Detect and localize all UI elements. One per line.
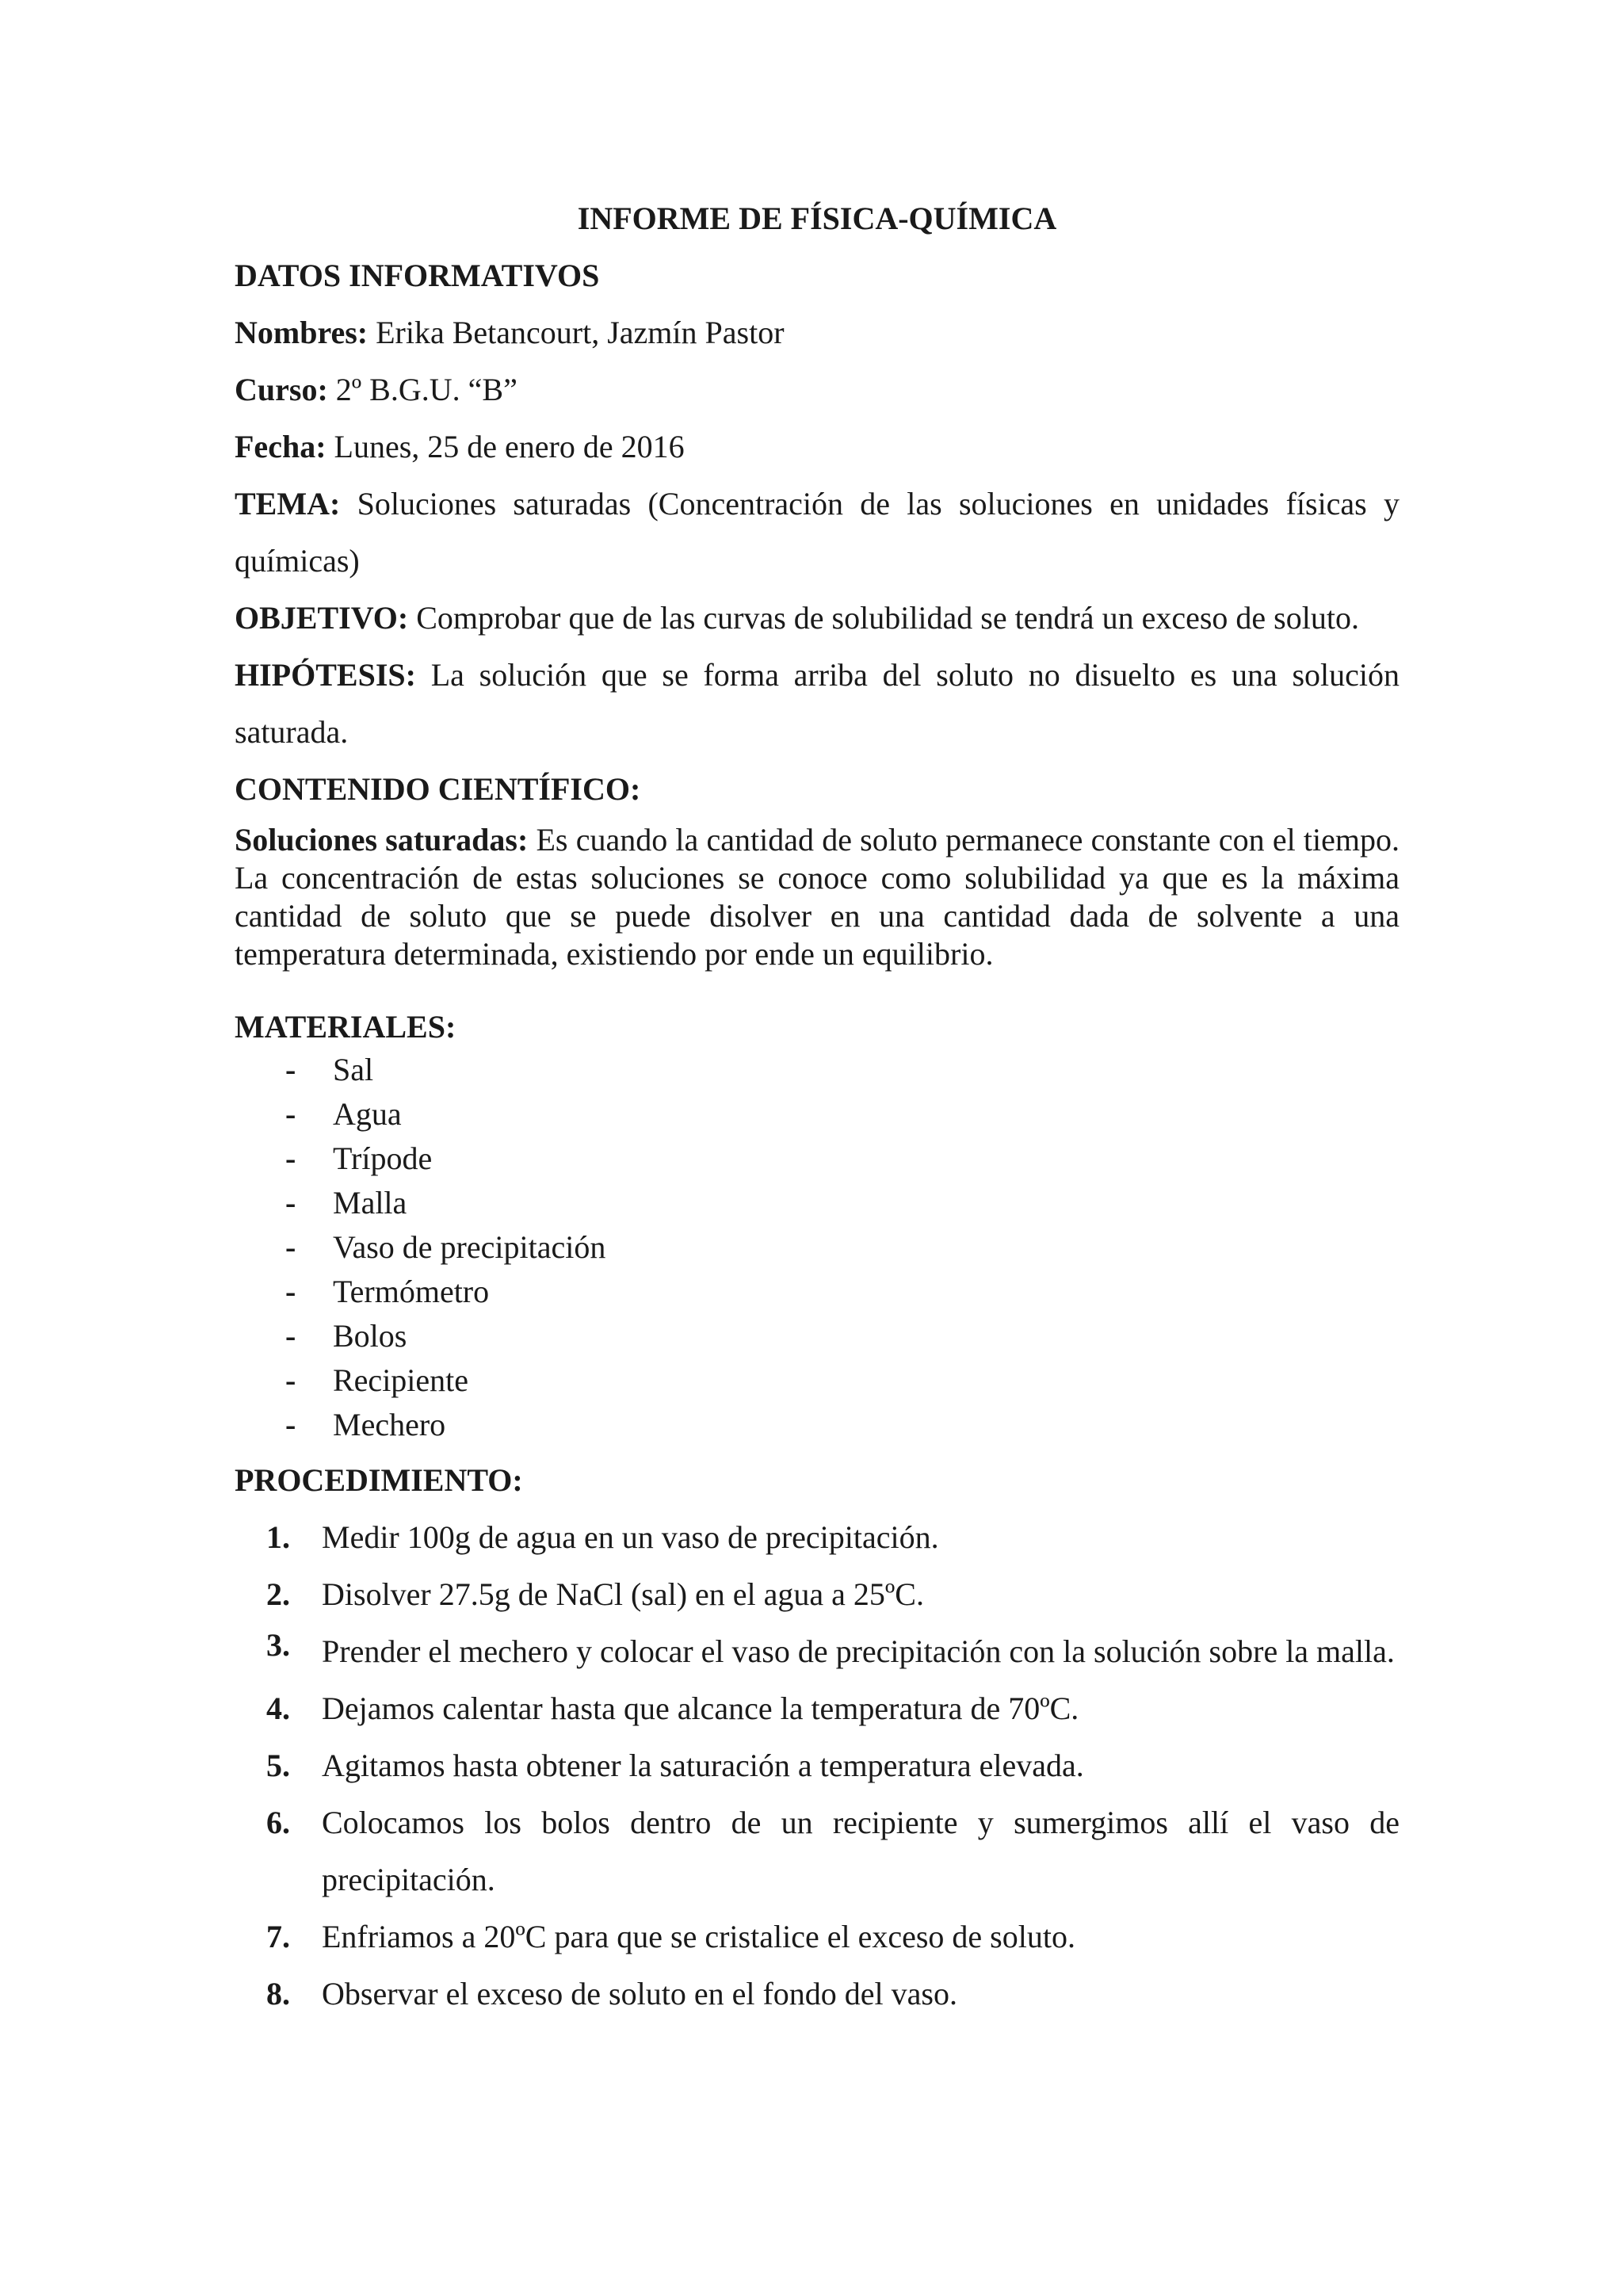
procedure-step — [235, 1966, 1400, 2023]
step-text: Dejamos calentar hasta que alcance la temperatura de 70ºC. — [322, 1690, 1079, 1726]
bullet-dash: - — [285, 1052, 296, 1087]
section-spacer — [235, 973, 1400, 1007]
material-label: Bolos — [333, 1318, 407, 1354]
fecha-label: Fecha: — [235, 429, 327, 464]
list-item — [235, 1225, 1400, 1270]
objetivo-value: Comprobar que de las curvas de solubilidad se tendrá un exceso de soluto. — [416, 600, 1359, 636]
fecha-field — [235, 418, 1400, 476]
bullet-dash: - — [285, 1229, 296, 1265]
step-number: 5. — [266, 1748, 290, 1783]
procedure-step — [235, 1908, 1400, 1966]
bullet-dash: - — [285, 1185, 296, 1221]
list-item — [235, 1181, 1400, 1225]
step-number: 6. — [266, 1805, 290, 1840]
step-number: 2. — [266, 1576, 290, 1612]
bullet-dash: - — [285, 1140, 296, 1176]
bullet-dash: - — [285, 1274, 296, 1309]
contenido-cientifico-paragraph — [235, 818, 1400, 973]
document-page — [235, 190, 1400, 2023]
step-number: 1. — [266, 1519, 290, 1555]
curso-field — [235, 361, 1400, 418]
curso-label: Curso: — [235, 372, 328, 407]
list-item — [235, 1048, 1400, 1092]
materiales-list — [235, 1048, 1400, 1447]
list-item — [235, 1358, 1400, 1403]
step-text: Medir 100g de agua en un vaso de precipitación. — [322, 1519, 939, 1555]
list-item — [235, 1092, 1400, 1137]
datos-informativos-heading: DATOS INFORMATIVOS — [235, 258, 600, 293]
contenido-cientifico-heading: CONTENIDO CIENTÍFICO: — [235, 771, 641, 807]
soluciones-saturadas-label: Soluciones saturadas: — [235, 822, 529, 858]
procedure-step — [235, 1794, 1400, 1908]
material-label: Trípode — [333, 1140, 433, 1176]
list-item — [235, 1137, 1400, 1181]
curso-value: 2º B.G.U. “B” — [335, 372, 517, 407]
tema-label: TEMA: — [235, 486, 341, 521]
tema-field — [235, 476, 1400, 590]
bullet-dash: - — [285, 1318, 296, 1354]
step-text: Agitamos hasta obtener la saturación a temperatura elevada. — [322, 1748, 1084, 1783]
bullet-dash: - — [285, 1096, 296, 1132]
material-label: Mechero — [333, 1407, 446, 1442]
procedure-step — [235, 1680, 1400, 1737]
procedimiento-heading: PROCEDIMIENTO: — [235, 1462, 523, 1498]
material-label: Termómetro — [333, 1274, 490, 1309]
nombres-value: Erika Betancourt, Jazmín Pastor — [376, 315, 785, 350]
hipotesis-field — [235, 647, 1400, 761]
materiales-heading: MATERIALES: — [235, 1009, 456, 1045]
procedure-step — [235, 1509, 1400, 1566]
soluciones-saturadas-text: Es cuando la cantidad de soluto permanece constante con el tiempo. La concentración de estas soluciones se conoce como solubilidad ya que es la máxima cantidad de soluto que se puede disolver en una cantidad dada de solvente a una temperatura determinada, existiendo por ende un equilibrio. — [235, 822, 1400, 972]
step-number: 8. — [266, 1976, 290, 2011]
document-title: INFORME DE FÍSICA-QUÍMICA — [577, 201, 1057, 236]
objetivo-label: OBJETIVO: — [235, 600, 409, 636]
material-label: Vaso de precipitación — [333, 1229, 606, 1265]
step-number: 4. — [266, 1690, 290, 1726]
material-label: Agua — [333, 1096, 402, 1132]
procedure-step — [235, 1566, 1400, 1623]
step-text: Disolver 27.5g de NaCl (sal) en el agua a 25ºC. — [322, 1576, 924, 1612]
procedimiento-list — [235, 1509, 1400, 2023]
list-item — [235, 1314, 1400, 1358]
objetivo-field — [235, 590, 1400, 647]
step-text: Prender el mechero y colocar el vaso de precipitación con la solución sobre la malla. — [322, 1633, 1395, 1669]
fecha-value: Lunes, 25 de enero de 2016 — [334, 429, 685, 464]
step-number: 3. — [266, 1627, 290, 1663]
bullet-dash: - — [285, 1407, 296, 1442]
step-number: 7. — [266, 1919, 290, 1954]
procedure-step — [235, 1623, 1400, 1680]
hipotesis-value: La solución que se forma arriba del soluto no disuelto es una solución saturada. — [235, 657, 1400, 750]
step-text: Colocamos los bolos dentro de un recipiente y sumergimos allí el vaso de precipitación. — [322, 1805, 1400, 1897]
material-label: Recipiente — [333, 1362, 469, 1398]
procedure-step — [235, 1737, 1400, 1794]
material-label: Malla — [333, 1185, 407, 1221]
material-label: Sal — [333, 1052, 374, 1087]
hipotesis-label: HIPÓTESIS: — [235, 657, 416, 693]
list-item — [235, 1270, 1400, 1314]
nombres-label: Nombres: — [235, 315, 369, 350]
step-text: Enfriamos a 20ºC para que se cristalice el exceso de soluto. — [322, 1919, 1075, 1954]
list-item — [235, 1403, 1400, 1447]
nombres-field — [235, 304, 1400, 361]
tema-value: Soluciones saturadas (Concentración de las soluciones en unidades físicas y químicas) — [235, 486, 1400, 579]
bullet-dash: - — [285, 1362, 296, 1398]
step-text: Observar el exceso de soluto en el fondo del vaso. — [322, 1976, 957, 2011]
